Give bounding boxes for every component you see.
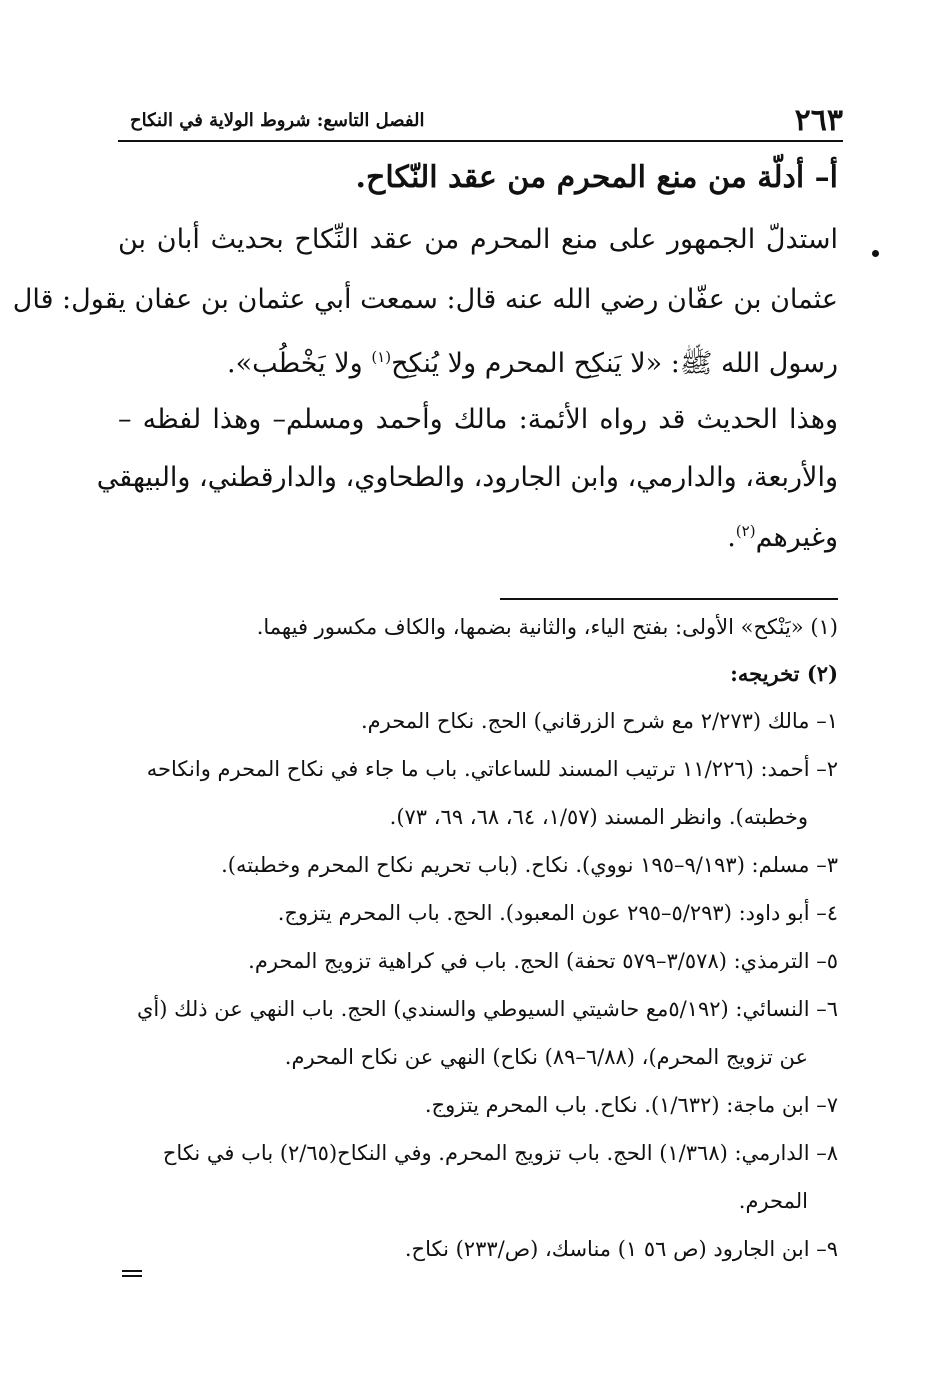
footnote-2-item-4: ٤– أبو داود: (٥/٢٩٣–٢٩٥ عون المعبود). الحج. باب المحرم يتزوج. — [277, 901, 838, 925]
paragraph2-line2: والأربعة، والدارمي، وابن الجارود، والطحاوي، والدارقطني، والبيهقي — [96, 462, 838, 493]
footnote-ref-2: (٢) — [735, 522, 756, 540]
footnote-2-item-8: ٨– الدارمي: (١/٣٦٨) الحج. باب تزويج المحرم. وفي النكاح(٢/٦٥) باب في نكاح — [162, 1141, 838, 1165]
footnote-2-item-1: ١– مالك (٢/٢٧٣ مع شرح الزرقاني) الحج. نكاح المحرم. — [360, 709, 838, 733]
running-title: الفصل التاسع: شروط الولاية في النكاح — [130, 110, 425, 131]
paragraph2-line1: وهذا الحديث قد رواه الأئمة: مالك وأحمد ومسلم– وهذا لفظه – — [118, 404, 838, 435]
footnote-2-item-6-cont: عن تزويج المحرم)، (٦/٨٨–٨٩) نكاح) النهي عن نكاح المحرم. — [284, 1045, 808, 1069]
footnote-separator — [500, 598, 838, 600]
paragraph1-line3 — [227, 346, 838, 386]
footnote-2-item-8-cont: المحرم. — [738, 1189, 808, 1213]
footnote-2-item-9: ٩– ابن الجارود (ص ٥٦ ١) مناسك، (ص/٢٣٣) نكاح. — [404, 1237, 838, 1261]
paragraph2-end: وغيرهم — [755, 522, 838, 553]
footnote-2-title: (٢) تخريجه: — [730, 661, 838, 686]
footnote-2-item-3: ٣– مسلم: (٩/١٩٣–١٩٥ نووي). نكاح. (باب تحريم نكاح المحرم وخطبته). — [221, 853, 838, 877]
paragraph2-line3 — [727, 522, 838, 553]
section-heading: أ– أدلّة من منع المحرم من عقد النّكاح. — [355, 160, 838, 195]
footnote-2-item-6: ٦– النسائي: (٥/١٩٢مع حاشيتي السيوطي والسندي) الحج. باب النهي عن ذلك (أي — [137, 997, 838, 1021]
footnote-2-item-5: ٥– الترمذي: (٣/٥٧٨–٥٧٩ تحفة) الحج. باب في كراهية تزويج المحرم. — [248, 949, 838, 973]
margin-dot — [872, 250, 879, 257]
header-rule — [118, 140, 843, 142]
page-number: ٢٦٣ — [794, 103, 843, 138]
footnote-ref-1: (١) — [371, 348, 392, 366]
hadith-text-start: رسول الله ﷺ: «لا يَنكِح المحرم ولا يُنكِح — [391, 348, 838, 379]
page-header — [118, 104, 843, 138]
footnote-1: (١) «يَنْكح» الأولى: بفتح الياء، والثانية بضمها، والكاف مكسور فيهما. — [256, 615, 838, 639]
footnote-2-item-2: ٢– أحمد: (١١/٢٢٦ ترتيب المسند للساعاتي. باب ما جاء في نكاح المحرم وانكاحه — [146, 757, 838, 781]
paragraph1-line1: استدلّ الجمهور على منع المحرم من عقد النِّكاح بحديث أبان بن — [118, 224, 838, 255]
footnote-2-item-2-cont: وخطبته). وانظر المسند (١/٥٧، ٦٤، ٦٨، ٦٩، ٧٣). — [389, 805, 808, 829]
continuation-mark — [122, 1270, 142, 1278]
paragraph1-line2: عثمان بن عفّان رضي الله عنه قال: سمعت أبي عثمان بن عفان يقول: قال — [12, 284, 838, 315]
paragraph2-period: . — [727, 522, 736, 553]
hadith-text-end: ولا يَخْطُب». — [226, 348, 363, 379]
footnote-2-item-7: ٧– ابن ماجة: (١/٦٣٢). نكاح. باب المحرم يتزوج. — [424, 1093, 838, 1117]
